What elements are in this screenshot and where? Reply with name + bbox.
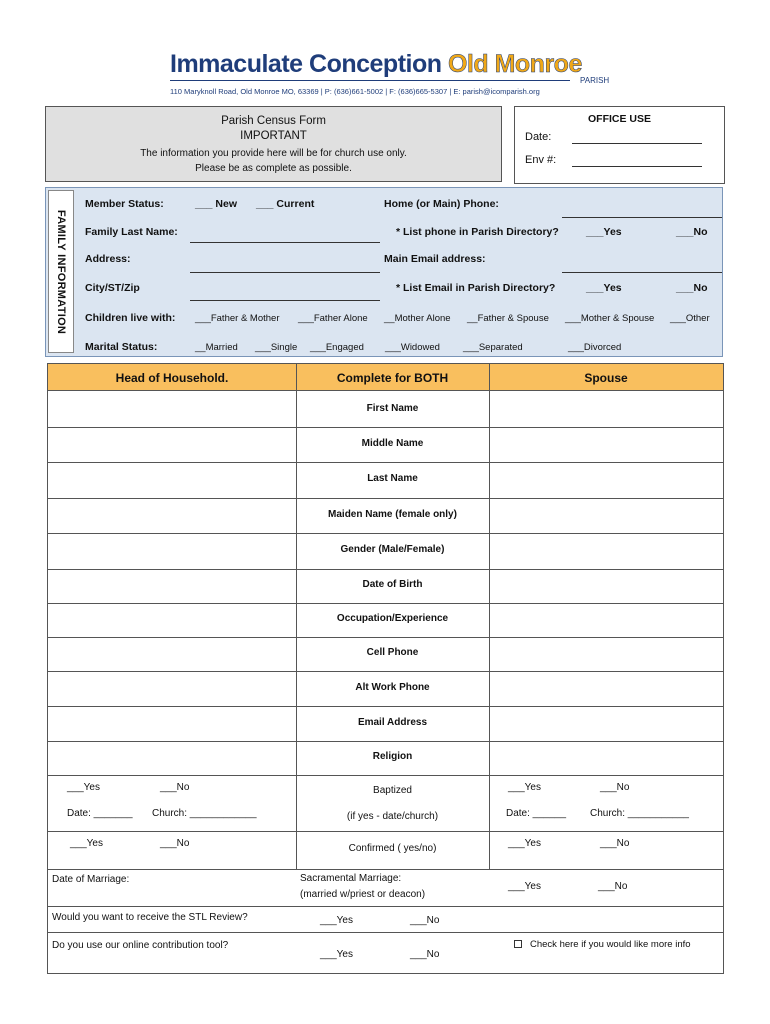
member-status-new[interactable]: ___ New xyxy=(195,198,238,210)
spouse-input-cell[interactable] xyxy=(490,570,722,602)
list-email-no[interactable]: ___No xyxy=(676,282,708,294)
city-field[interactable] xyxy=(190,300,380,301)
census-title: Parish Census Form xyxy=(221,115,326,127)
children-opt-father-mother[interactable]: ___Father & Mother xyxy=(195,313,280,324)
office-date-field[interactable] xyxy=(572,143,702,144)
children-opt-father-alone[interactable]: ___Father Alone xyxy=(298,313,368,324)
census-important: IMPORTANT xyxy=(240,130,307,142)
row-divider-confirmed xyxy=(48,869,723,870)
parish-address: 110 Maryknoll Road, Old Monroe MO, 63369 | P: (636)661-5002 | F: (636)665-5307 | E: parish@icomparish.org xyxy=(170,87,540,96)
email-label: Main Email address: xyxy=(384,253,486,265)
bapt-head-date[interactable]: Date: _______ xyxy=(67,808,133,819)
spouse-input-cell[interactable] xyxy=(490,499,722,532)
office-use-box xyxy=(514,106,725,184)
baptized-sublabel: (if yes - date/church) xyxy=(346,811,439,822)
marriage-date-label: Date of Marriage: xyxy=(52,874,130,885)
office-env-field[interactable] xyxy=(572,166,702,167)
home-phone-label: Home (or Main) Phone: xyxy=(384,198,499,210)
marital-opt-engaged[interactable]: ___Engaged xyxy=(310,342,364,353)
sacramental-no[interactable]: ___No xyxy=(598,881,628,892)
office-title: OFFICE USE xyxy=(587,113,651,125)
family-info-side-label: FAMILY INFORMATION xyxy=(48,190,74,353)
baptized-label: Baptized xyxy=(373,785,412,796)
logo-parish: PARISH xyxy=(580,76,610,85)
head-input-cell[interactable] xyxy=(49,428,295,461)
marital-opt-single[interactable]: ___Single xyxy=(255,342,298,353)
row-divider xyxy=(48,775,723,776)
marital-opt-divorced[interactable]: ___Divorced xyxy=(568,342,622,353)
list-email-label: * List Email in Parish Directory? xyxy=(396,282,556,294)
conf-spouse-no[interactable]: ___No xyxy=(600,838,630,849)
bapt-spouse-no[interactable]: ___No xyxy=(600,782,630,793)
conf-head-yes[interactable]: ___Yes xyxy=(70,838,103,849)
member-status-label: Member Status: xyxy=(85,198,164,210)
conf-head-no[interactable]: ___No xyxy=(160,838,190,849)
more-info-option[interactable]: Check here if you would like more info xyxy=(514,939,691,950)
online-no[interactable]: ___No xyxy=(410,949,440,960)
head-input-cell[interactable] xyxy=(49,534,295,568)
head-input-cell[interactable] xyxy=(49,672,295,705)
bapt-spouse-church[interactable]: Church: ___________ xyxy=(590,808,689,819)
spouse-input-cell[interactable] xyxy=(490,742,722,774)
sacramental-yes[interactable]: ___Yes xyxy=(508,881,541,892)
office-env-label: Env #: xyxy=(525,154,557,166)
children-opt-other[interactable]: ___Other xyxy=(670,313,710,324)
list-phone-label: * List phone in Parish Directory? xyxy=(396,226,559,238)
spouse-input-cell[interactable] xyxy=(490,393,722,426)
spouse-input-cell[interactable] xyxy=(490,672,722,705)
head-input-cell[interactable] xyxy=(49,742,295,774)
city-label: City/ST/Zip xyxy=(85,282,140,294)
children-label: Children live with: xyxy=(85,312,176,324)
header-head-of-household: Head of Household. xyxy=(115,370,229,385)
spouse-input-cell[interactable] xyxy=(490,534,722,568)
marital-opt-separated[interactable]: ___Separated xyxy=(463,342,523,353)
field-label: Religion xyxy=(372,751,413,762)
header-spouse: Spouse xyxy=(584,370,628,385)
stl-no[interactable]: ___No xyxy=(410,915,440,926)
field-label: First Name xyxy=(366,403,419,414)
parish-logo xyxy=(170,50,610,90)
bapt-spouse-yes[interactable]: ___Yes xyxy=(508,782,541,793)
row-divider-baptized xyxy=(48,831,723,832)
header-complete-both: Complete for BOTH xyxy=(336,370,449,385)
email-field[interactable] xyxy=(562,272,722,273)
online-yes[interactable]: ___Yes xyxy=(320,949,353,960)
list-phone-no[interactable]: ___No xyxy=(676,226,708,238)
list-email-yes[interactable]: ___Yes xyxy=(586,282,622,294)
bapt-head-yes[interactable]: ___Yes xyxy=(67,782,100,793)
stl-question: Would you want to receive the STL Review? xyxy=(52,912,248,923)
census-line2: Please be as complete as possible. xyxy=(195,163,352,174)
marital-label: Marital Status: xyxy=(85,341,158,353)
field-label: Gender (Male/Female) xyxy=(340,544,445,555)
marital-opt-widowed[interactable]: ___Widowed xyxy=(385,342,440,353)
spouse-input-cell[interactable] xyxy=(490,638,722,670)
field-label: Middle Name xyxy=(361,438,424,449)
home-phone-field[interactable] xyxy=(562,217,722,218)
spouse-input-cell[interactable] xyxy=(490,707,722,740)
field-label: Alt Work Phone xyxy=(355,682,430,693)
logo-wordmark: Immaculate Conception Old Monroe xyxy=(170,50,582,78)
head-input-cell[interactable] xyxy=(49,499,295,532)
head-input-cell[interactable] xyxy=(49,604,295,636)
sacramental-sublabel: (married w/priest or deacon) xyxy=(300,889,426,900)
head-input-cell[interactable] xyxy=(49,393,295,426)
address-field[interactable] xyxy=(190,272,380,273)
field-label: Date of Birth xyxy=(362,579,423,590)
address-label: Address: xyxy=(85,253,131,265)
member-status-current[interactable]: ___ Current xyxy=(256,198,315,210)
list-phone-yes[interactable]: ___Yes xyxy=(586,226,622,238)
sacramental-label: Sacramental Marriage: xyxy=(300,873,402,884)
children-opt-mother-spouse[interactable]: ___Mother & Spouse xyxy=(565,313,655,324)
field-label: Cell Phone xyxy=(366,647,419,658)
table-header-row xyxy=(48,364,723,391)
census-line1: The information you provide here will be for church use only. xyxy=(140,148,407,159)
head-input-cell[interactable] xyxy=(49,707,295,740)
spouse-input-cell[interactable] xyxy=(490,428,722,461)
field-label: Occupation/Experience xyxy=(336,613,449,624)
row-divider-stl xyxy=(48,932,723,933)
head-input-cell[interactable] xyxy=(49,570,295,602)
conf-spouse-yes[interactable]: ___Yes xyxy=(508,838,541,849)
children-opt-father-spouse[interactable]: __Father & Spouse xyxy=(467,313,549,324)
field-label: Maiden Name (female only) xyxy=(328,509,457,520)
field-label: Email Address xyxy=(357,717,428,728)
bapt-head-no[interactable]: ___No xyxy=(160,782,190,793)
head-input-cell[interactable] xyxy=(49,463,295,497)
field-label: Last Name xyxy=(367,473,418,484)
marital-opt-married[interactable]: __Married xyxy=(195,342,238,353)
children-opt-mother-alone[interactable]: __Mother Alone xyxy=(384,313,451,324)
stl-yes[interactable]: ___Yes xyxy=(320,915,353,926)
online-question: Do you use our online contribution tool? xyxy=(52,940,229,951)
logo-rule xyxy=(170,80,570,81)
row-divider-marriage xyxy=(48,906,723,907)
census-info-box xyxy=(45,106,502,182)
office-date-label: Date: xyxy=(525,131,552,143)
head-input-cell[interactable] xyxy=(49,638,295,670)
family-last-name-label: Family Last Name: xyxy=(85,226,178,238)
spouse-input-cell[interactable] xyxy=(490,604,722,636)
more-info-checkbox[interactable] xyxy=(514,940,522,948)
spouse-input-cell[interactable] xyxy=(490,463,722,497)
bapt-head-church[interactable]: Church: ____________ xyxy=(152,808,257,819)
bapt-spouse-date[interactable]: Date: ______ xyxy=(506,808,567,819)
confirmed-label: Confirmed ( yes/no) xyxy=(348,843,437,854)
family-last-name-field[interactable] xyxy=(190,242,380,243)
